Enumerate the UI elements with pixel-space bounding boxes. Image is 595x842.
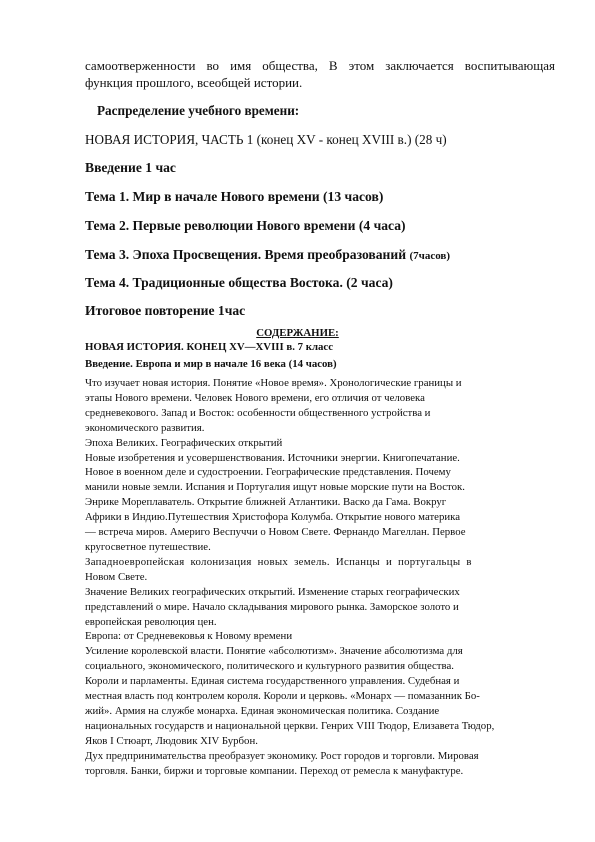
section-heading: Европа: от Средневековья к Новому времени [85,630,293,643]
intro-paragraph [85,58,555,91]
intro-line: функция прошлого, всеобщей истории. [85,74,303,90]
body-line: торговля. Банки, биржи и торговые компании. Переход от ремесла к мануфактуре. [85,764,464,777]
body-line: Новые изобретения и усовершенствования. Источники энергии. Книгопечатание. [85,451,460,464]
body-line: Усиление королевской власти. Понятие «абсолютизм». Значение абсолютизма для [85,645,463,658]
schedule-item-topic-1: Тема 1. Мир в начале Нового времени (13 часов) [85,189,384,204]
schedule-item-topic-4: Тема 4. Традиционные общества Востока. (2 часа) [85,275,393,290]
content-body [85,376,557,778]
schedule-item-topic-2: Тема 2. Первые революции Нового времени (4 часа) [85,218,406,233]
body-line: Западноевропейская колонизация новых земель. Испанцы и португальцы в [85,555,472,568]
body-line: манили новые земли. Испания и Португалия ищут новые морские пути на Восток. [85,481,465,494]
body-line: Энрике Мореплаватель. Открытие ближней Атлантики. Васко да Гама. Вокруг [85,496,447,509]
intro-line: самоотверженности во имя общества, В этом заключается воспитывающая [85,58,555,73]
body-line: национальных государств и национальной церкви. Генрих VIII Тюдор, Елизавета Тюдор, [85,719,495,732]
body-line: Дух предпринимательства преобразует экономику. Рост городов и торговли. Мировая [85,749,479,762]
intro-section-heading: Введение. Европа и мир в начале 16 века (14 часов) [85,358,337,370]
body-line: Африки в Индию.Путешествия Христофора Колумба. Открытие нового материка [85,511,461,524]
body-line: средневекового. Запад и Восток: особенности общественного устройства и [85,406,431,419]
distribution-heading: Распределение учебного времени: [97,103,300,118]
body-line: европейская революция цен. [85,615,217,628]
body-line: жий». Армия на службе монарха. Единая экономическая политика. Создание [85,704,440,717]
body-line: этапы Нового времени. Человек Нового времени, его отличия от человека [85,391,425,404]
schedule-item-review: Итоговое повторение 1час [85,303,246,318]
body-line: социального, экономического, политического и культурного развития общества. [85,660,454,673]
schedule-item-hours: (7часов) [409,250,451,262]
part-title: НОВАЯ ИСТОРИЯ, ЧАСТЬ 1 (конец XV - конец XVIII в.) (28 ч) [85,132,447,147]
body-line: — встреча миров. Америго Веспуччи о Новом Свете. Фернандо Магеллан. Первое [85,526,466,539]
body-line: представлений о мире. Начало складывания мирового рынка. Заморское золото и [85,600,459,613]
body-line: Новом Свете. [85,570,148,583]
body-line: Значение Великих географических открытий. Изменение старых географических [85,585,460,598]
content-title: СОДЕРЖАНИЕ: [256,327,339,339]
body-line: Короли и парламенты. Единая система государственного управления. Судебная и [85,675,460,688]
body-line: кругосветное путешествие. [85,540,211,553]
content-subtitle: НОВАЯ ИСТОРИЯ. КОНЕЦ XV—XVIII в. 7 класс [85,341,333,353]
body-line: экономического развития. [85,421,205,434]
body-line: Яков I Стюарт, Людовик XIV Бурбон. [85,734,258,747]
body-line: Новое в военном деле и судостроении. Географические представления. Почему [85,466,451,479]
body-line: Что изучает новая история. Понятие «Новое время». Хронологические границы и [85,377,462,389]
schedule-item-intro: Введение 1 час [85,160,176,175]
body-line: местная власть под контролем короля. Короли и церковь. «Монарх — помазанник Бо- [85,690,480,703]
schedule-item-topic-3: Тема 3. Эпоха Просвещения. Время преобразований (7часов) [85,247,451,262]
section-heading: Эпоха Великих. Географических открытий [85,436,283,449]
